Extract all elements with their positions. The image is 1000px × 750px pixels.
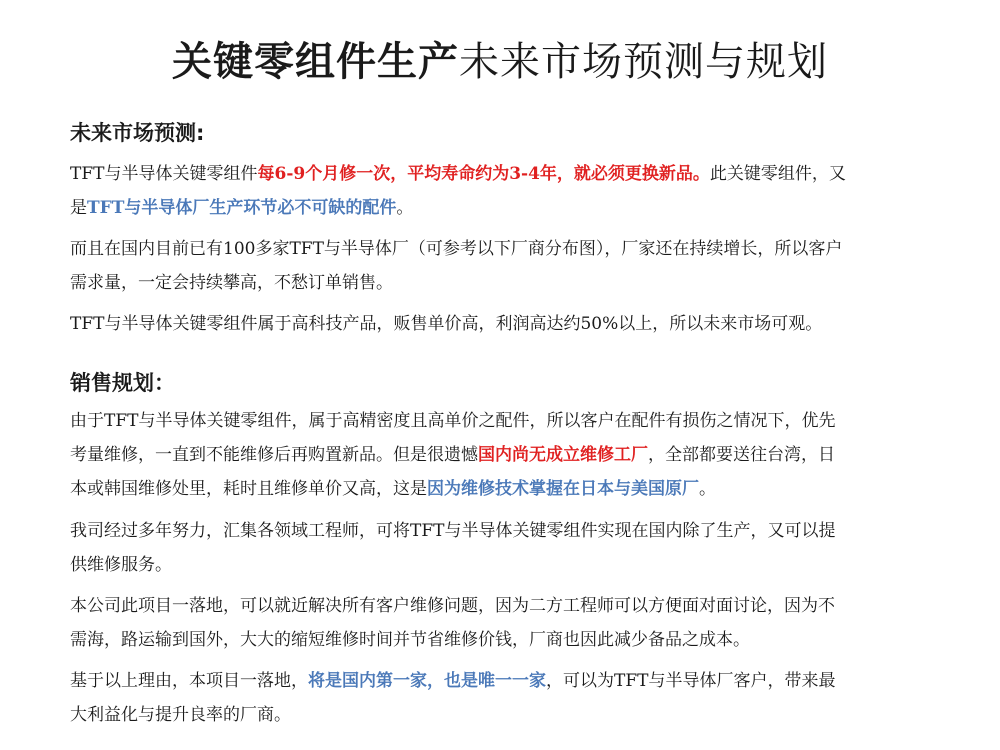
text-line: 供维修服务。 [70, 555, 172, 575]
text-line: 本公司此项目一落地，可以就近解决所有客户维修问题，因为二方工程师可以方便面对面讨论，因为不 [70, 596, 835, 616]
text-line: 大利益化与提升良率的厂商。 [70, 705, 291, 725]
paragraph [70, 232, 950, 300]
text-run: 。 [396, 198, 414, 218]
text-run: 本或韩国维修处里，耗时且维修单价又高，这是 [70, 479, 427, 499]
text-line: 由于TFT与半导体关键零组件，属于高精密度且高单价之配件，所以客户在配件有损伤之情况下，优先 [70, 411, 836, 431]
text-run: ，可以为TFT与半导体厂客户，带来最 [546, 671, 836, 691]
highlight-blue: 将是国内第一家，也是唯一一家 [308, 671, 546, 691]
text-line: 我司经过多年努力，汇集各领域工程师，可将TFT与半导体关键零组件实现在国内除了生产，又可以提 [70, 521, 836, 541]
paragraph [70, 664, 950, 732]
text-run: 基于以上理由，本项目一落地， [70, 671, 308, 691]
text-run: 考量维修，一直到不能维修后再购置新品。但是很遗憾 [70, 445, 478, 465]
paragraph [70, 514, 950, 582]
highlight-red: 每6-9个月修一次，平均寿命约为3-4年，就必须更换新品。 [257, 164, 710, 184]
page-title [0, 34, 1000, 90]
highlight-red: 国内尚无成立维修工厂 [478, 445, 648, 465]
text-line: 而且在国内目前已有100多家TFT与半导体厂（可参考以下厂商分布图），厂家还在持续增长，所以客户 [70, 239, 843, 259]
text-run: 。 [699, 479, 716, 499]
paragraph [70, 157, 950, 225]
paragraph [70, 307, 950, 341]
text-line: 需求量，一定会持续攀高，不愁订单销售。 [70, 273, 393, 293]
text-line [70, 157, 950, 191]
text-run: TFT与半导体关键零组件 [70, 164, 258, 184]
text-line: 需海，路运输到国外，大大的缩短维修时间并节省维修价钱，厂商也因此减少备品之成本。 [70, 630, 750, 650]
paragraph [70, 404, 950, 506]
text-line: TFT与半导体关键零组件属于高科技产品，贩售单价高，利润高达约50%以上，所以未来市场可观。 [70, 314, 823, 334]
text-run: ，全部都要送往台湾，日 [648, 445, 835, 465]
title-bold-part: 关键零组件生产 [172, 39, 459, 85]
text-run: 此关键零组件，又 [709, 164, 846, 184]
paragraph [70, 589, 950, 657]
section-heading-sales-plan: 销售规划： [70, 371, 175, 395]
section-heading-market-forecast: 未来市场预测: [70, 121, 205, 145]
text-line [70, 664, 950, 698]
text-run: 是 [70, 198, 87, 218]
highlight-blue: 因为维修技术掌握在日本与美国原厂 [427, 479, 699, 499]
highlight-blue: TFT与半导体厂生产环节必不可缺的配件 [87, 198, 397, 218]
title-light-part: 未来市场预测与规划 [459, 39, 828, 85]
text-line [70, 472, 950, 506]
text-line [70, 191, 950, 225]
text-line [70, 438, 950, 472]
